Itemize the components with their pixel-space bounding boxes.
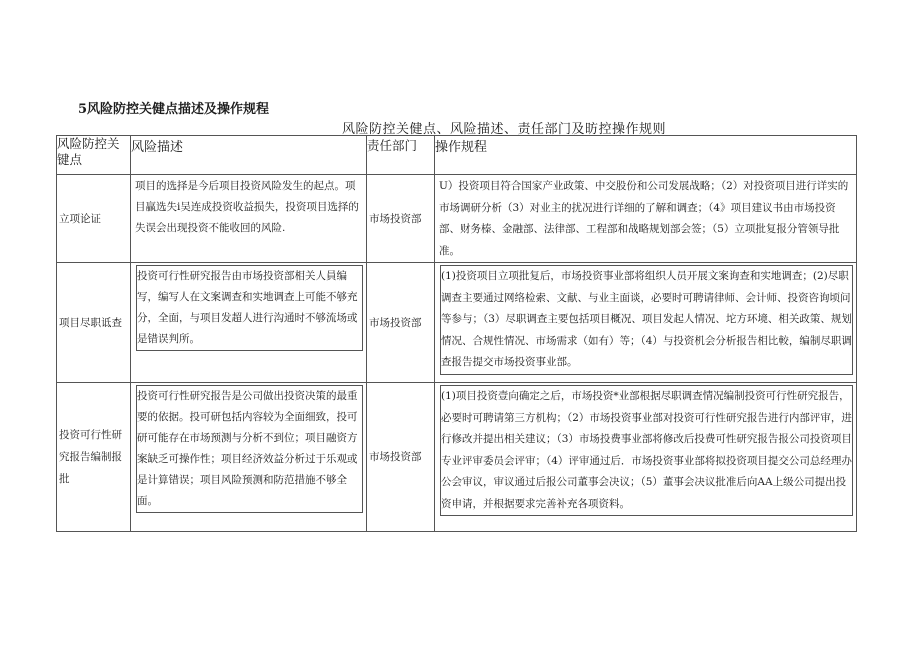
row-procedure xyxy=(435,263,857,383)
row-procedure-box: (1)项目投资壹向确定之后，市场投资*业部根据尽职调查情况编制投资可行性研究报告，必要时可聘请第三方机构；（2）市场投资事业部对投资可行性研究报告进行内部评审，进行修改并提出相关建议；（3）市场投费事业部将修改后投费可性研究报告报公司投资项目专业评审委员会评审；（4）评审通过后．市场投资事业部将拟投资项目提交公司总经理办公会审议，审议通过后报公司董事会决议；（5）董事会决议批准后向AA上级公司提出投资申请，并根据要求完善补充各项资料。 xyxy=(440,385,853,516)
table-header-row xyxy=(57,136,857,175)
row-department: 市场投资部 xyxy=(367,383,435,532)
header-key-point: 风险防控关键点 xyxy=(57,136,131,175)
section-title: 5风险防控关健点描述及操作规程 xyxy=(78,102,270,117)
row-key-point: 项目尽职诋查 xyxy=(57,263,131,383)
table-row xyxy=(57,263,857,383)
table-row xyxy=(57,175,857,263)
row-risk-description-box: 投资可行性研究报告由市场投资部相关人員编写，编写人在文案调查和实地调查上可能不够充分，全面，与项目发超人进行沟通时不够流场或是错误判所。 xyxy=(136,265,363,351)
risk-control-table xyxy=(56,135,857,532)
row-risk-description xyxy=(131,263,367,383)
table-row xyxy=(57,383,857,532)
header-procedure: 操作规程 xyxy=(435,136,857,175)
row-procedure: U）投资项目符合国家产业政策、中交股份和公司发展战略；（2）对投资项目进行详实的市场调研分析（3）对业主的扰况进行详细的了解和调查；（4》项目建议书由市场投资部、财务榛、金融部、法律部、工程部和战略规划部会签；（5）立项批复报分管领导批准。 xyxy=(435,175,857,263)
row-department: 市场投资部 xyxy=(367,175,435,263)
row-risk-description xyxy=(131,383,367,532)
row-key-point: 投资可行性研究报告编制报批 xyxy=(57,383,131,532)
header-department: 责任部门 xyxy=(367,136,435,175)
row-key-point: 立项论证 xyxy=(57,175,131,263)
row-department: 市场投资部 xyxy=(367,263,435,383)
header-risk-description: 风险描述 xyxy=(131,136,367,175)
row-risk-description-box: 投资可行性研究报告是公司做出投资决策的最重要的依据。投可研包括内容较为全面细致，投可研可能存在市场预测与分析不到位；项目融资方案缺乏可操作性；项目经济效益分析过于乐观或是计算错误；项目风险预测和防范措施不够全面。 xyxy=(136,385,363,513)
row-risk-description: 项目的选择是今后项目投资风险发生的起点。项目贏选失i吴连成投资收益损失，投资项目选择的失误会出现投资不能收回的风险. xyxy=(131,175,367,263)
row-procedure-box: (1)投资项目立项批复后，市场投资事业部将组织人员开展文案询查和实地调查；(2)尽职调查主要通过网络检索、文献、与业主面谈，必要时可聘请律师、会计师、投资咨询顷问等参与；（3）尽职调查主要包括项目概况、项目发起人情况、坨方环境、相关政策、规划情况、合规性情况、市场需求（如有）等；（4）与投资机会分析报告相比較，编制尽职调查报告提交市场投资事业部。 xyxy=(440,265,853,375)
table-title: 风险防控关健点、风险描述、责任部门及昉控操作规则 xyxy=(342,122,667,137)
row-procedure xyxy=(435,383,857,532)
